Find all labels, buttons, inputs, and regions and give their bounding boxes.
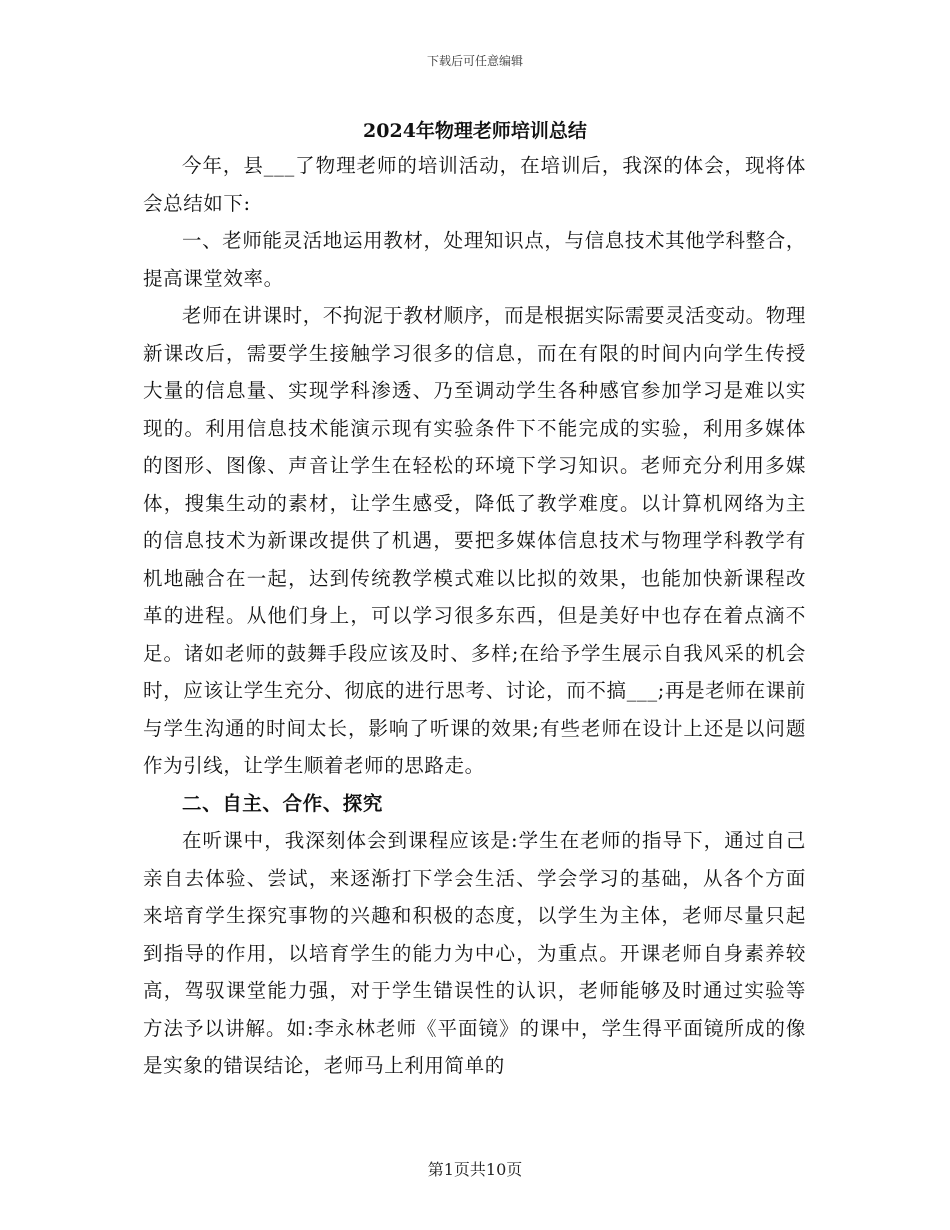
- teaching-detail-paragraph: 老师在讲课时，不拘泥于教材顺序，而是根据实际需要灵活变动。物理新课改后，需要学生接触学习很多的信息，而在有限的时间内向学生传授大量的信息量、实现学科渗透、乃至调动学生各种感官参加学习是难以实现的。利用信息技术能演示现有实验条件下不能完成的实验，利用多媒体的图形、图像、声音让学生在轻松的环境下学习知识。老师充分利用多媒体，搜集生动的素材，让学生感受，降低了教学难度。以计算机网络为主的信息技术为新课改提供了机遇，要把多媒体信息技术与物理学科教学有机地融合在一起，达到传统教学模式难以比拟的效果，也能加快新课程改革的进程。从他们身上，可以学习很多东西，但是美好中也存在着点滴不足。诸如老师的鼓舞手段应该及时、多样;在给予学生展示自我风采的机会时，应该让学生充分、彻底的进行思考、讨论，而不搞___;再是老师在课前与学生沟通的时间太长，影响了听课的效果;有些老师在设计上还是以问题作为引线，让学生顺着老师的思路走。: [143, 304, 806, 777]
- section-heading-two: 二、自主、合作、探究: [182, 791, 384, 815]
- document-title: 2024年物理老师培训总结: [363, 120, 587, 142]
- inquiry-paragraph: 在听课中，我深刻体会到课程应该是:学生在老师的指导下，通过自己亲自去体验、尝试，来逐渐打下学会生活、学会学习的基础，从各个方面来培育学生探究事物的兴趣和积极的态度，以学生为主体，老师尽量只起到指导的作用，以培育学生的能力为中心，为重点。开课老师自身素养较高，驾驭课堂能力强，对于学生错误性的认识，老师能够及时通过实验等方法予以讲解。如:李永林老师《平面镜》的课中，学生得平面镜所成的像是实象的错误结论，老师马上利用简单的: [143, 829, 806, 1077]
- point-one-paragraph: 一、老师能灵活地运用教材，处理知识点，与信息技术其他学科整合，提高课堂效率。: [143, 229, 806, 290]
- page-number: 第1页共10页: [427, 1160, 523, 1179]
- document-body: [143, 147, 806, 1085]
- intro-paragraph: 今年，县___了物理老师的培训活动，在培训后，我深的体会，现将体会总结如下:: [143, 154, 806, 215]
- download-edit-note: 下载后可任意编辑: [426, 54, 523, 68]
